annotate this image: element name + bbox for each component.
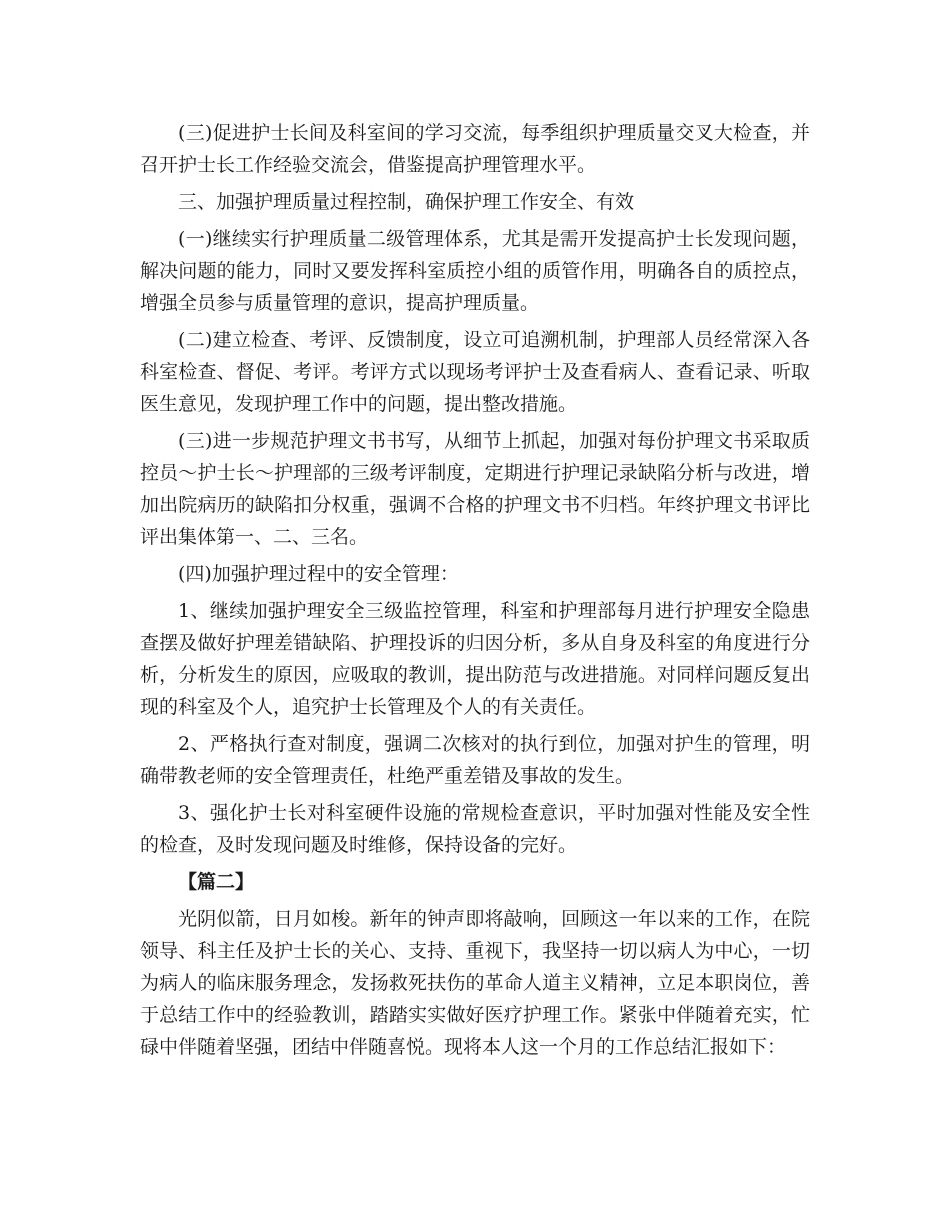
paragraph-safety-heading: (四)加强护理过程中的安全管理： [178,563,459,585]
paragraph-management-system: (一)继续实行护理质量二级管理体系，尤其是需开发提高护士长发现问题，解决问题的能力，同时又要发挥科室质控小组的质管作用，明确各自的质控点，增强全员参与质量管理的意识，提高护理质量。 [140,228,810,314]
paragraph-nursing-documents: (三)进一步规范护理文书书写，从细节上抓起，加强对每份护理文书采取质控员～护士长～护理部的三级考评制度，定期进行护理记录缺陷分析与改进，增加出院病历的缺陷扣分权重，强调不合格的护理文书不归档。年终护理文书评比评出集体第一、二、三名。 [140,430,810,548]
paragraph-safety-item-2: 2、严格执行查对制度，强调二次核对的执行到位，加强对护生的管理，明确带教老师的安全管理责任，杜绝严重差错及事故的发生。 [140,733,810,787]
paragraph-inspection-system: (二)建立检查、考评、反馈制度，设立可追溯机制，护理部人员经常深入各科室检查、督促、考评。考评方式以现场考评护士及查看病人、查看记录、听取医生意见，发现护理工作中的问题，提出整改措施。 [140,329,810,415]
paragraph-exchange: (三)促进护士长间及科室间的学习交流，每季组织护理质量交叉大检查，并召开护士长工作经验交流会，借鉴提高护理管理水平。 [140,122,810,176]
paragraph-intro-summary: 光阴似箭，日月如梭。新年的钟声即将敲响，回顾这一年以来的工作，在院领导、科主任及护士长的关心、支持、重视下，我坚持一切以病人为中心，一切为病人的临床服务理念，发扬救死扶伤的革命人道主义精神，立足本职岗位，善于总结工作中的经验教训，踏踏实实做好医疗护理工作。紧张中伴随着充实，忙碌中伴随着坚强，团结中伴随喜悦。现将本人这一个月的工作总结汇报如下： [140,908,810,1058]
section-heading-quality-control: 三、加强护理质量过程控制，确保护理工作安全、有效 [178,191,635,213]
paragraph-safety-item-3: 3、强化护士长对科室硬件设施的常规检查意识，平时加强对性能及安全性的检查，及时发现问题及时维修，保持设备的完好。 [140,802,810,856]
paragraph-safety-item-1: 1、继续加强护理安全三级监控管理，科室和护理部每月进行护理安全隐患查摆及做好护理差错缺陷、护理投诉的归因分析，多从自身及科室的角度进行分析，分析发生的原因，应吸取的教训，提出防范与改进措施。对同样问题反复出现的科室及个人，追究护士长管理及个人的有关责任。 [140,600,810,718]
section-label-part-two: 【篇二】 [178,871,255,893]
